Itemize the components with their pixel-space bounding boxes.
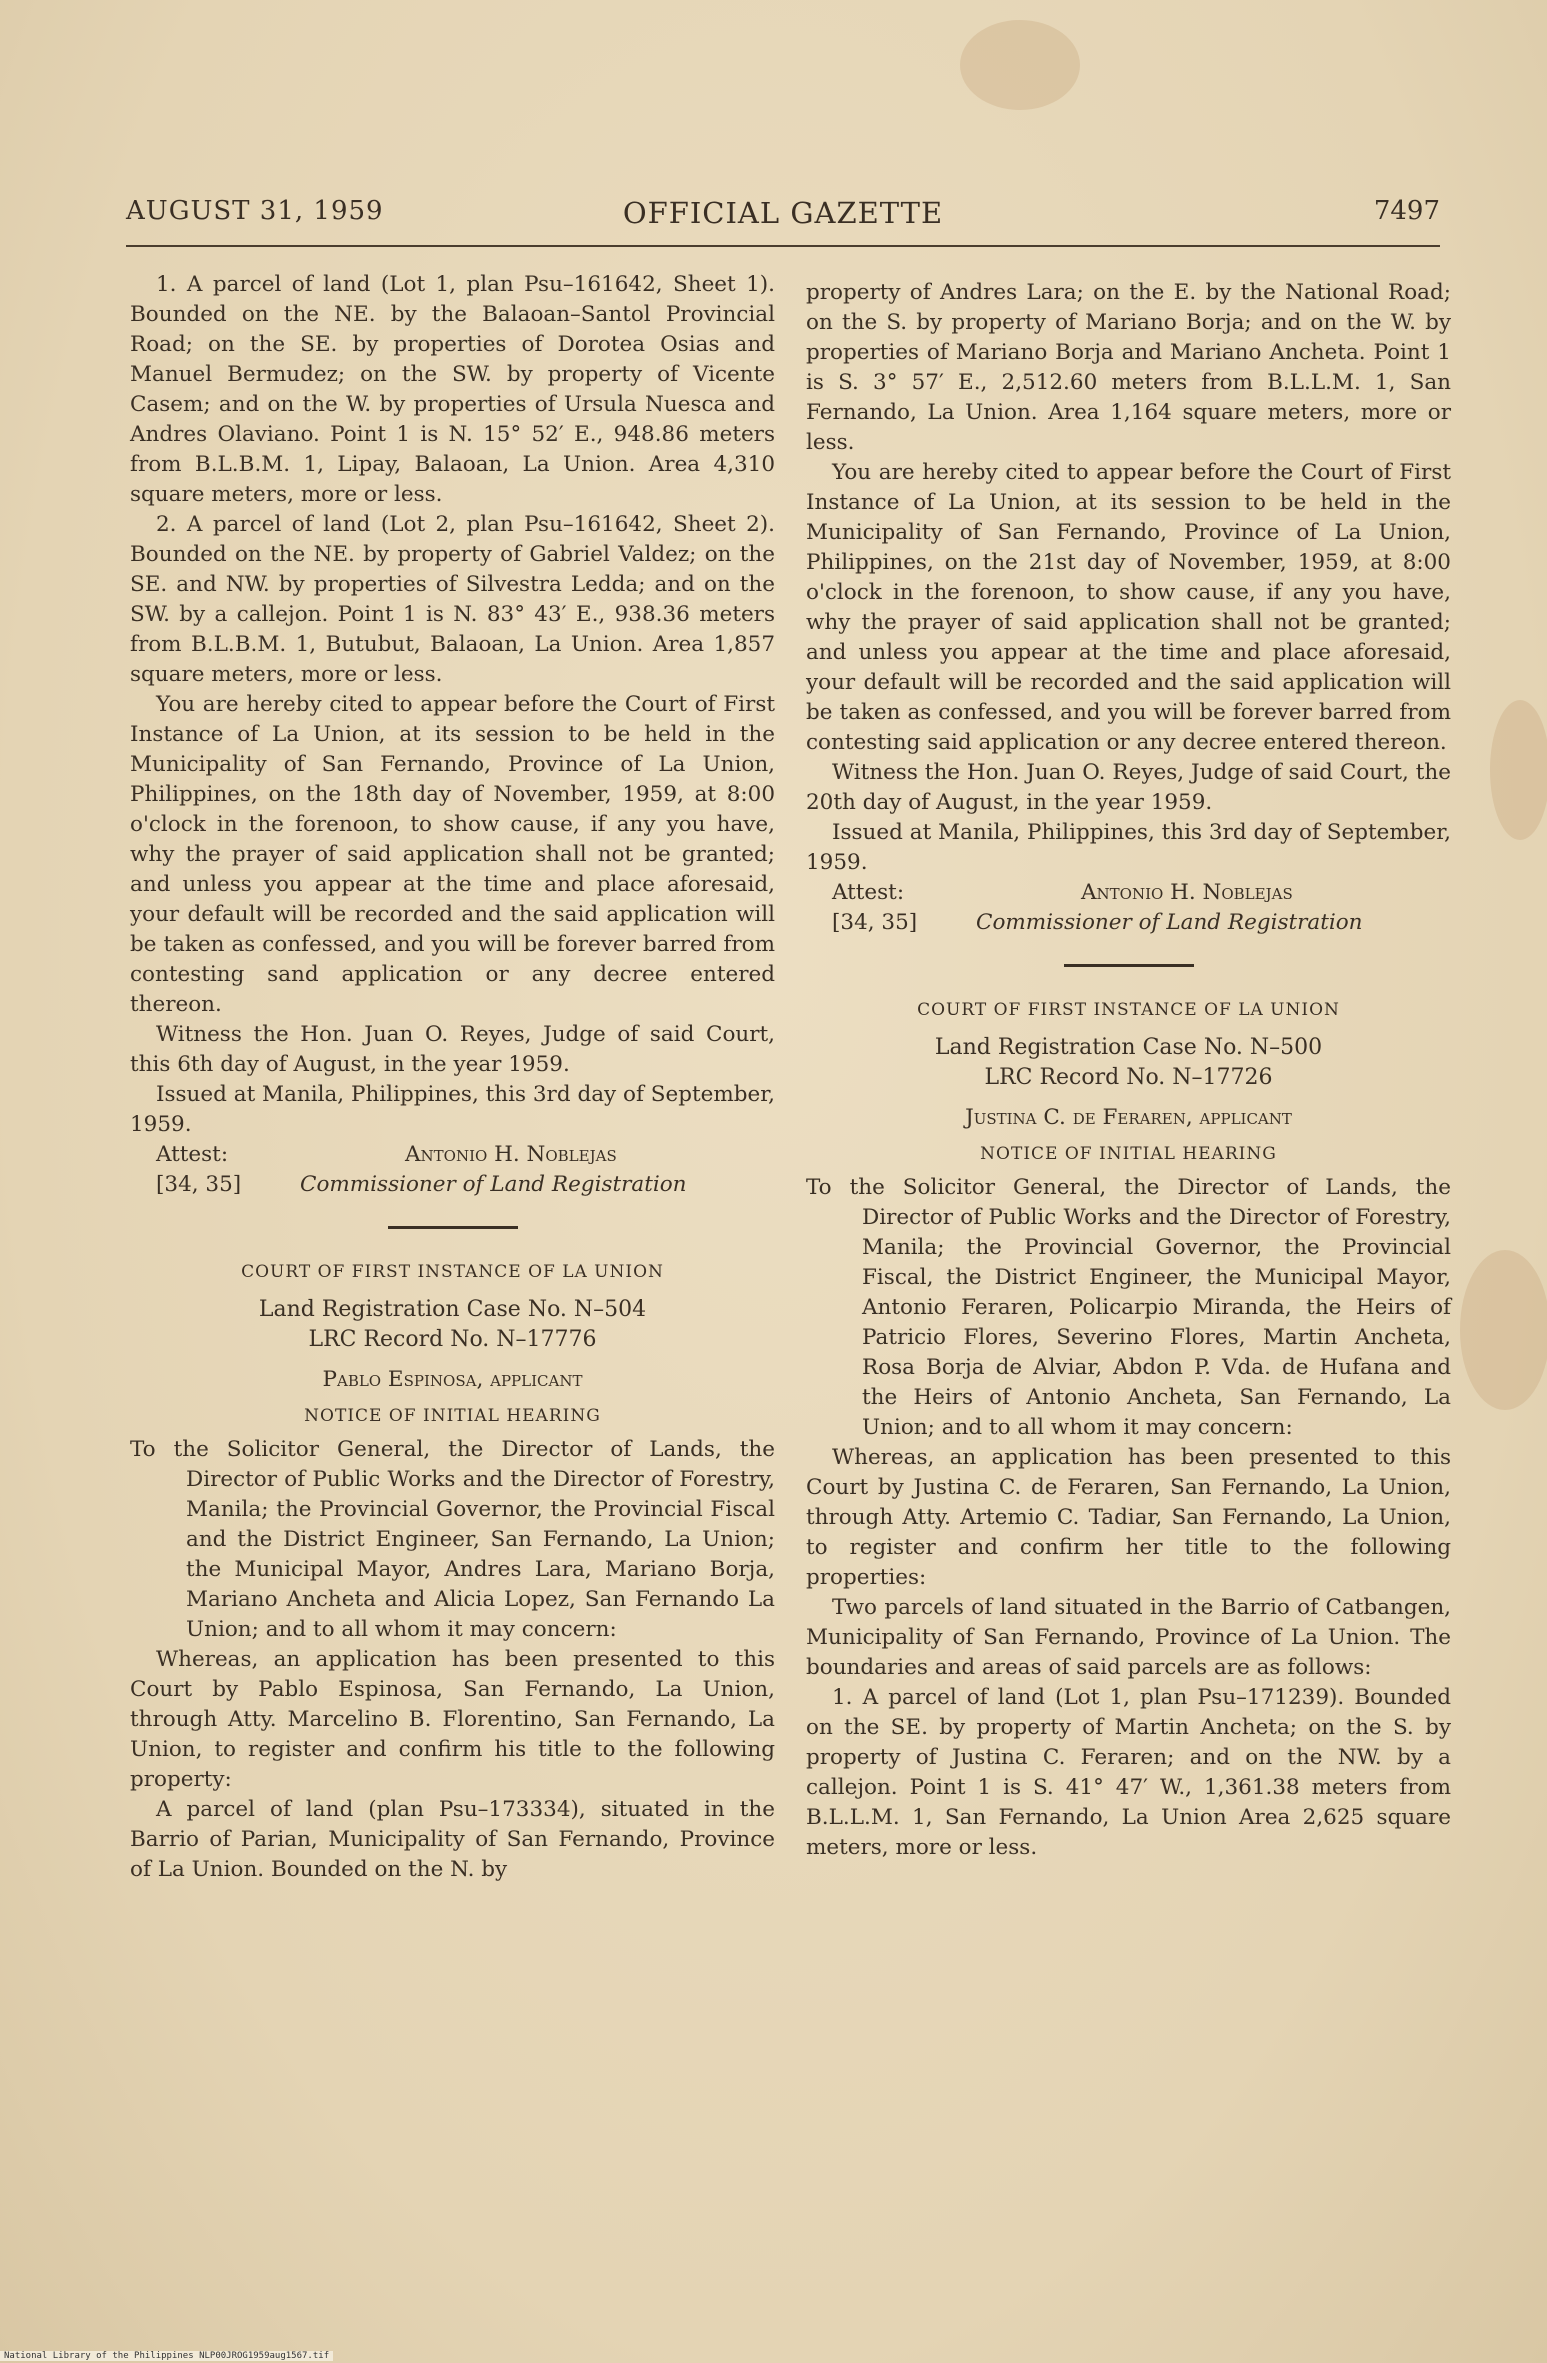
paragraph: Whereas, an application has been presented to this Court by Justina C. de Feraren, San Fernando, La Union, through Atty. Artemio C. Tadiar, San Fernando, La Union, to register and confirm her title to the following properties:	[806, 1445, 1451, 1590]
attest-title: Commissioner of Land Registration	[300, 1172, 687, 1197]
paper-stain	[1490, 700, 1547, 840]
paragraph: 1. A parcel of land (Lot 1, plan Psu–171239). Bounded on the SE. by property of Martin Ancheta; on the S. by property of Justina C. Feraren; and on the NW. by a callejon. Point 1 is S. 41° 47′ W., 1,361.38 meters from B.L.L.M. 1, San Fernando, La Union Area 2,625 square meters, more or less.	[806, 1685, 1451, 1860]
paper-stain	[1460, 1250, 1547, 1410]
paragraph: Two parcels of land situated in the Barrio of Catbangen, Municipality of San Fernando, Province of La Union. The boundaries and areas of said parcels are as follows:	[806, 1595, 1451, 1680]
left-column	[130, 270, 775, 1885]
publication-title: OFFICIAL GAZETTE	[622, 196, 944, 230]
attest-label: Attest:	[832, 880, 905, 905]
case-number: Land Registration Case No. N–500	[934, 1035, 1323, 1060]
section-divider	[1064, 964, 1194, 967]
attest-ref: [34, 35]	[156, 1172, 242, 1197]
attest-name: Antonio H. Noblejas	[1081, 880, 1293, 905]
attest-title: Commissioner of Land Registration	[976, 910, 1363, 935]
paragraph: A parcel of land (plan Psu–173334), situated in the Barrio of Parian, Municipality of San Fernando, Province of La Union. Bounded on the N. by	[130, 1797, 775, 1882]
applicant: Pablo Espinosa, applicant	[322, 1367, 583, 1392]
case-number: Land Registration Case No. N–504	[258, 1297, 647, 1322]
attestation	[806, 878, 1451, 938]
issue-date: AUGUST 31, 1959	[126, 196, 384, 226]
record-number: LRC Record No. N–17776	[308, 1327, 597, 1352]
attest-label: Attest:	[156, 1142, 229, 1167]
addressees: To the Solicitor General, the Director of Lands, the Director of Public Works and the Director of Forestry, Manila; the Provincial Governor, the Provincial Fiscal, the District Engineer, the Municipal Mayor, Antonio Feraren, Policarpio Miranda, the Heirs of Patricio Flores, Severino Flores, Martin Ancheta, Rosa Borja de Alviar, Abdon P. Vda. de Hufana and the Heirs of Antonio Ancheta, San Fernando, La Union; and to all whom it may concern:	[806, 1175, 1451, 1440]
attestation	[130, 1140, 775, 1200]
paragraph: Witness the Hon. Juan O. Reyes, Judge of said Court, this 6th day of August, in the year 1959.	[130, 1022, 775, 1077]
record-number: LRC Record No. N–17726	[984, 1065, 1273, 1090]
scan-footer: National Library of the Philippines NLP00JROG1959aug1567.tif	[0, 2351, 333, 2361]
court-heading: COURT OF FIRST INSTANCE OF LA UNION	[241, 1262, 664, 1282]
paragraph: You are hereby cited to appear before the Court of First Instance of La Union, at its session to be held in the Municipality of San Fernando, Province of La Union, Philippines, on the 18th day of November, 1959, at 8:00 o'clock in the forenoon, to show cause, if any you have, why the prayer of said application shall not be granted; and unless you appear at the time and place aforesaid, your default will be recorded and the said application will be taken as confessed, and you will be forever barred from contesting sand application or any decree entered thereon.	[130, 692, 775, 1017]
header-rule	[126, 245, 1440, 247]
paragraph: Whereas, an application has been presented to this Court by Pablo Espinosa, San Fernando, La Union, through Atty. Marcelino B. Florentino, San Fernando, La Union, to register and confirm his title to the following property:	[130, 1647, 775, 1792]
paragraph: 1. A parcel of land (Lot 1, plan Psu–161642, Sheet 1). Bounded on the NE. by the Balaoan–Santol Provincial Road; on the SE. by properties of Dorotea Osias and Manuel Bermudez; on the SW. by property of Vicente Casem; and on the W. by properties of Ursula Nuesca and Andres Olaviano. Point 1 is N. 15° 52′ E., 948.86 meters from B.L.B.M. 1, Lipay, Balaoan, La Union. Area 4,310 square meters, more or less.	[130, 272, 775, 507]
paragraph: Issued at Manila, Philippines, this 3rd day of September, 1959.	[130, 1082, 775, 1137]
notice-heading: NOTICE OF INITIAL HEARING	[304, 1406, 601, 1426]
paragraph: property of Andres Lara; on the E. by the National Road; on the S. by property of Mariano Borja; and on the W. by properties of Mariano Borja and Mariano Ancheta. Point 1 is S. 3° 57′ E., 2,512.60 meters from B.L.L.M. 1, San Fernando, La Union. Area 1,164 square meters, more or less.	[806, 280, 1451, 455]
right-column	[806, 278, 1451, 1863]
paragraph: You are hereby cited to appear before the Court of First Instance of La Union, at its session to be held in the Municipality of San Fernando, Province of La Union, Philippines, on the 21st day of November, 1959, at 8:00 o'clock in the forenoon, to show cause, if any you have, why the prayer of said application shall not be granted; and unless you appear at the time and place aforesaid, your default will be recorded and the said application will be taken as confessed, and you will be forever barred from contesting said application or any decree entered thereon.	[806, 460, 1451, 755]
attest-ref: [34, 35]	[832, 910, 918, 935]
section-divider	[388, 1226, 518, 1229]
court-heading: COURT OF FIRST INSTANCE OF LA UNION	[917, 1000, 1340, 1020]
page-header	[126, 196, 1440, 236]
paragraph: Issued at Manila, Philippines, this 3rd day of September, 1959.	[806, 820, 1451, 875]
paragraph: Witness the Hon. Juan O. Reyes, Judge of said Court, the 20th day of August, in the year 1959.	[806, 760, 1451, 815]
applicant: Justina C. de Feraren, applicant	[965, 1105, 1292, 1130]
paper-stain	[960, 20, 1080, 110]
addressees: To the Solicitor General, the Director of Lands, the Director of Public Works and the Director of Forestry, Manila; the Provincial Governor, the Provincial Fiscal and the District Engineer, San Fernando, La Union; the Municipal Mayor, Andres Lara, Mariano Borja, Mariano Ancheta and Alicia Lopez, San Fernando La Union; and to all whom it may concern:	[130, 1437, 775, 1642]
notice-heading: NOTICE OF INITIAL HEARING	[980, 1144, 1277, 1164]
attest-name: Antonio H. Noblejas	[405, 1142, 617, 1167]
paragraph: 2. A parcel of land (Lot 2, plan Psu–161642, Sheet 2). Bounded on the NE. by property of Gabriel Valdez; on the SE. and NW. by properties of Silvestra Ledda; and on the SW. by a callejon. Point 1 is N. 83° 43′ E., 938.36 meters from B.L.B.M. 1, Butubut, Balaoan, La Union. Area 1,857 square meters, more or less.	[130, 512, 775, 687]
page-number: 7497	[1373, 196, 1440, 226]
